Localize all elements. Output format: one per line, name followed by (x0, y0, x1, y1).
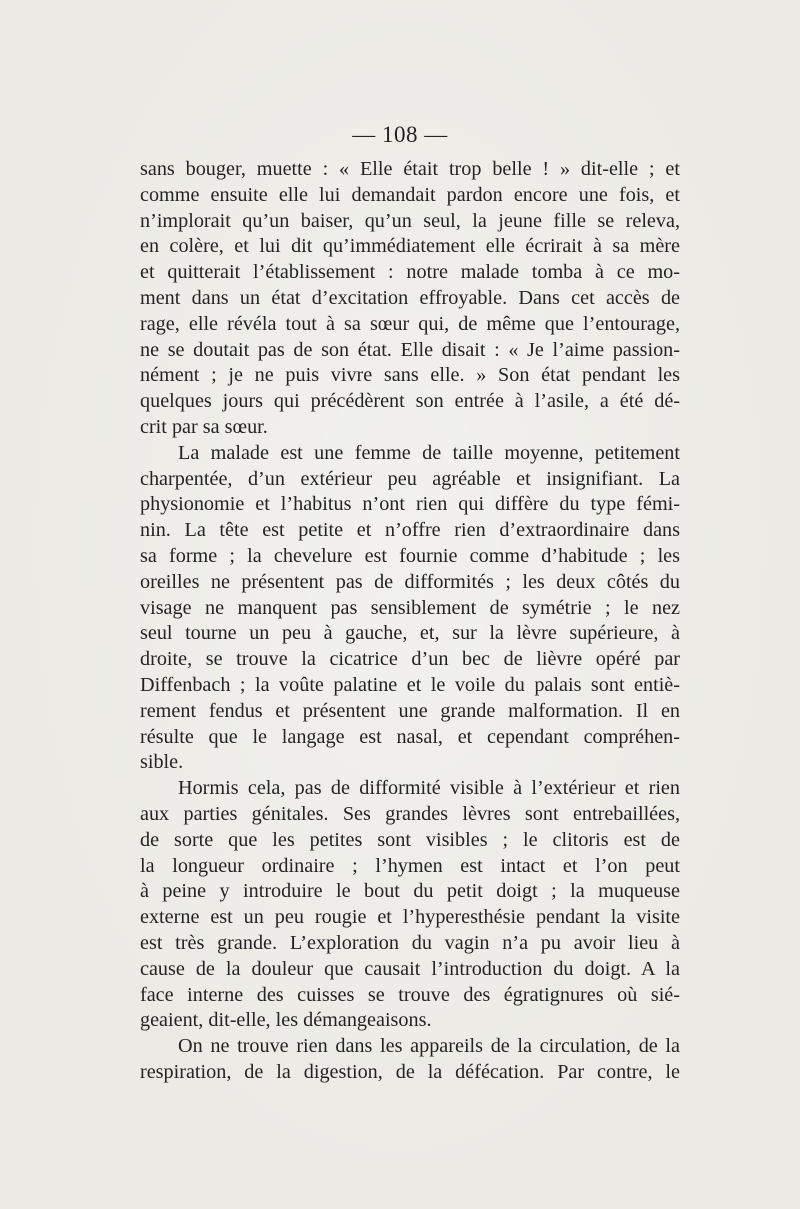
text-line: de sorte que les petites sont visibles ; le clitoris est de (140, 828, 680, 851)
text-line: On ne trouve rien dans les appareils de la circulation, de la (178, 1035, 680, 1058)
text-line: nin. La tête est petite et n’offre rien d’extraordinaire dans (140, 519, 680, 542)
text-line: face interne des cuisses se trouve des égratignures où sié- (140, 983, 680, 1006)
text-line: respiration, de la digestion, de la défécation. Par contre, le (140, 1060, 680, 1083)
text-line: aux parties génitales. Ses grandes lèvres sont entrebaillées, (140, 802, 680, 825)
text-line: rage, elle révéla tout à sa sœur qui, de même que l’entourage, (140, 312, 680, 335)
text-line: La malade est une femme de taille moyenne, petitement (178, 441, 680, 464)
text-line: ment dans un état d’excitation effroyable. Dans cet accès de (140, 286, 680, 309)
text-line: cause de la douleur que causait l’introduction du doigt. A la (140, 957, 680, 980)
text-line: n’implorait qu’un baiser, qu’un seul, la jeune fille se releva, (140, 209, 680, 232)
text-line: comme ensuite elle lui demandait pardon encore une fois, et (140, 183, 680, 206)
text-line: nément ; je ne puis vivre sans elle. » Son état pendant les (140, 364, 680, 387)
text-line: sible. (140, 751, 184, 774)
text-line: geaient, dit-elle, les démangeaisons. (140, 1009, 432, 1032)
text-line: crit par sa sœur. (140, 415, 268, 438)
text-line: Diffenbach ; la voûte palatine et le voile du palais sont entiè- (140, 673, 680, 696)
text-line: visage ne manquent pas sensiblement de symétrie ; le nez (140, 596, 680, 619)
text-line: la longueur ordinaire ; l’hymen est intact et l’on peut (140, 854, 680, 877)
text-line: en colère, et lui dit qu’immédiatement elle écrirait à sa mère (140, 235, 680, 258)
text-line: rement fendus et présentent une grande malformation. Il en (140, 699, 680, 722)
text-line: ne se doutait pas de son état. Elle disait : « Je l’aime passion- (140, 338, 680, 361)
text-line: seul tourne un peu à gauche, et, sur la lèvre supérieure, à (140, 622, 680, 645)
page-number: — 108 — (352, 122, 448, 147)
text-line: externe est un peu rougie et l’hyperesthésie pendant la visite (140, 906, 680, 929)
text-line: charpentée, d’un extérieur peu agréable et insignifiant. La (140, 467, 680, 490)
text-line: à peine y introduire le bout du petit doigt ; la muqueuse (140, 880, 680, 903)
text-line: quelques jours qui précédèrent son entrée à l’asile, a été dé- (140, 390, 680, 413)
text-line: est très grande. L’exploration du vagin n’a pu avoir lieu à (140, 931, 680, 954)
text-line: physionomie et l’habitus n’ont rien qui diffère du type fémi- (140, 493, 680, 516)
text-line: sans bouger, muette : « Elle était trop belle ! » dit-elle ; et (140, 158, 680, 180)
text-line: droite, se trouve la cicatrice d’un bec de lièvre opéré par (140, 648, 680, 671)
text-line: sa forme ; la chevelure est fournie comme d’habitude ; les (140, 544, 680, 567)
text-line: oreilles ne présentent pas de difformités ; les deux côtés du (140, 570, 680, 593)
body-text (140, 157, 680, 1086)
text-line: résulte que le langage est nasal, et cependant compréhen- (140, 725, 680, 748)
text-line: et quitterait l’établissement : notre malade tomba à ce mo- (140, 261, 680, 284)
text-line: Hormis cela, pas de difformité visible à l’extérieur et rien (178, 777, 680, 800)
